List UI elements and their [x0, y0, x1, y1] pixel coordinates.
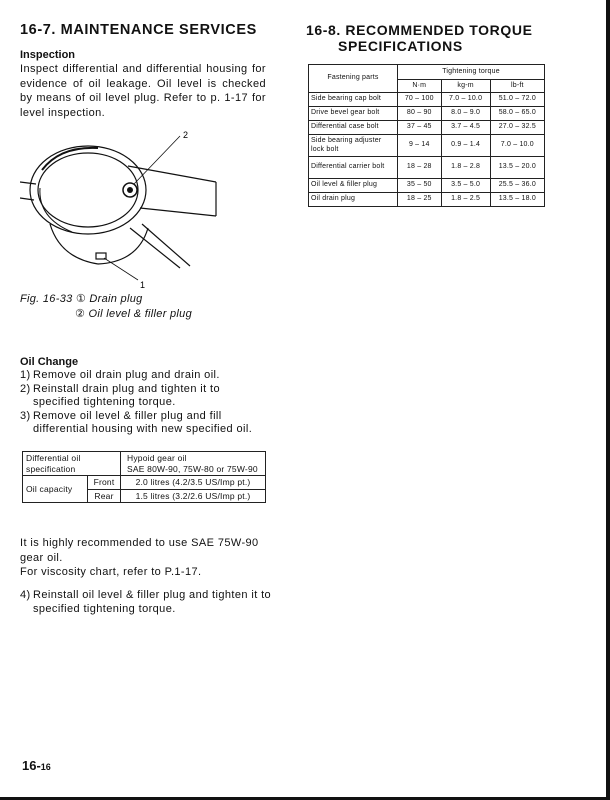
torque-kgm: 3.7 – 4.5 — [441, 121, 490, 135]
table-cell-rear-label: Rear — [88, 489, 121, 503]
torque-title-line-2: SPECIFICATIONS — [338, 38, 463, 54]
torque-kgm: 7.0 – 10.0 — [441, 93, 490, 107]
table-row — [309, 93, 545, 107]
table-row — [309, 179, 545, 193]
torque-lbft: 7.0 – 10.0 — [490, 135, 544, 157]
torque-nm: 35 – 50 — [398, 179, 442, 193]
torque-lbft: 27.0 – 32.5 — [490, 121, 544, 135]
table-row — [23, 452, 266, 476]
inspection-heading: Inspection — [20, 49, 76, 61]
column-header-fastening-parts: Fastening parts — [309, 65, 398, 93]
torque-kgm: 3.5 – 5.0 — [441, 179, 490, 193]
torque-spec-table — [308, 64, 545, 207]
table-header-row — [309, 65, 545, 80]
step-item — [20, 383, 266, 410]
torque-nm: 37 – 45 — [398, 121, 442, 135]
torque-kgm: 1.8 – 2.8 — [441, 157, 490, 179]
table-row — [309, 135, 545, 157]
step-number: 3) — [20, 409, 31, 422]
fastening-part: Oil drain plug — [309, 193, 398, 207]
oil-change-steps — [20, 369, 266, 437]
torque-kgm: 8.0 – 9.0 — [441, 107, 490, 121]
torque-nm: 9 – 14 — [398, 135, 442, 157]
caption-filler-plug: ② Oil level & filler plug — [75, 308, 193, 320]
step-item — [20, 589, 283, 616]
fastening-part: Differential case bolt — [309, 121, 398, 135]
fastening-part: Differential carrier bolt — [309, 157, 398, 179]
table-cell-spec-value — [121, 452, 266, 476]
inspection-paragraph: Inspect differential and differential housing for evidence of oil leakage. Oil level is checked by means of oil level plug. Refer to p. 1-17 for level inspection. — [20, 63, 266, 119]
maintenance-section-title: 16-7. MAINTENANCE SERVICES — [20, 22, 257, 38]
column-header-nm: N·m — [398, 80, 442, 93]
torque-kgm: 0.9 – 1.4 — [441, 135, 490, 157]
torque-nm: 80 – 90 — [398, 107, 442, 121]
table-cell-front-value: 2.0 litres (4.2/3.5 US/Imp pt.) — [121, 476, 266, 490]
torque-lbft: 58.0 – 65.0 — [490, 107, 544, 121]
step-number: 2) — [20, 382, 31, 395]
oil-change-heading: Oil Change — [20, 356, 79, 368]
caption-drain-plug: ① Drain plug — [75, 293, 143, 305]
page-edge-right — [606, 0, 610, 800]
fastening-part: Oil level & filler plug — [309, 179, 398, 193]
torque-lbft: 13.5 – 18.0 — [490, 193, 544, 207]
table-row — [309, 121, 545, 135]
differential-figure — [20, 128, 220, 293]
figure-number: Fig. 16-33 — [20, 293, 73, 305]
differential-housing-drawing — [20, 128, 220, 293]
recommend-line: It is highly recommended to use SAE 75W-90 gear oil. — [20, 537, 259, 564]
torque-kgm: 1.8 – 2.5 — [441, 193, 490, 207]
column-header-lbft: lb-ft — [490, 80, 544, 93]
oil-recommendation — [20, 536, 270, 580]
table-cell-capacity-label: Oil capacity — [23, 476, 88, 503]
table-cell-spec-label: Differential oil specification — [23, 452, 121, 476]
torque-section-title — [306, 22, 566, 54]
torque-nm: 18 – 25 — [398, 193, 442, 207]
fastening-part: Drive bevel gear bolt — [309, 107, 398, 121]
oil-spec-table — [22, 451, 266, 503]
fastening-part: Side bearing cap bolt — [309, 93, 398, 107]
torque-lbft: 51.0 – 72.0 — [490, 93, 544, 107]
figure-caption — [20, 292, 192, 322]
viscosity-reference: For viscosity chart, refer to P.1-17. — [20, 566, 202, 578]
step-text: Reinstall oil level & filler plug and tighten it to specified tightening torque. — [33, 589, 272, 615]
column-header-tightening-torque: Tightening torque — [398, 65, 545, 80]
torque-nm: 70 – 100 — [398, 93, 442, 107]
callout-2-label: 2 — [183, 130, 189, 140]
table-cell-front-label: Front — [88, 476, 121, 490]
table-cell-rear-value: 1.5 litres (3.2/2.6 US/Imp pt.) — [121, 489, 266, 503]
page-number-main: 16- — [22, 758, 41, 773]
torque-title-line-1: 16-8. RECOMMENDED TORQUE — [306, 22, 533, 38]
torque-lbft: 13.5 – 20.0 — [490, 157, 544, 179]
step-number: 4) — [20, 589, 31, 601]
step-item — [20, 369, 266, 383]
page-number-suffix: 16 — [40, 762, 51, 772]
spec-value-line-1: Hypoid gear oil — [127, 453, 187, 463]
page-number — [22, 758, 51, 773]
step-number: 1) — [20, 369, 31, 381]
step-item — [20, 410, 266, 437]
step-text: Reinstall drain plug and tighten it to specified tightening torque. — [33, 382, 221, 408]
spec-value-line-2: SAE 80W-90, 75W-80 or 75W-90 — [127, 463, 258, 474]
step-text: Remove oil drain plug and drain oil. — [33, 369, 220, 381]
column-header-kgm: kg-m — [441, 80, 490, 93]
callout-1-label: 1 — [140, 280, 146, 290]
table-row — [309, 193, 545, 207]
torque-nm: 18 – 28 — [398, 157, 442, 179]
table-row — [309, 157, 545, 179]
torque-lbft: 25.5 – 36.0 — [490, 179, 544, 193]
table-row — [23, 476, 266, 490]
fastening-part: Side bearing adjuster lock bolt — [309, 135, 398, 157]
table-row — [309, 107, 545, 121]
step-text: Remove oil level & filler plug and fill differential housing with new specified oil. — [33, 409, 253, 435]
